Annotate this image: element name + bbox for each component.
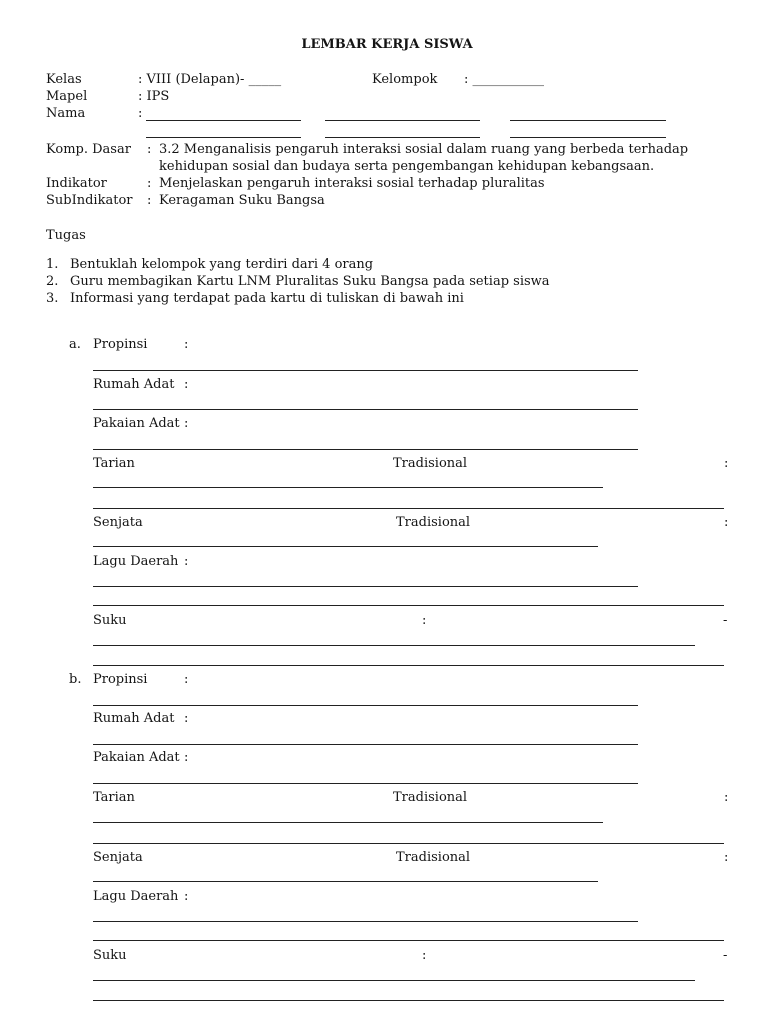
rumah-adat-field[interactable] [93, 409, 638, 410]
kelas-value[interactable]: : VIII (Delapan)- _____ [138, 72, 282, 87]
komp-dasar-label: Komp. Dasar [46, 142, 131, 157]
suku-field-1[interactable] [93, 980, 695, 981]
suku-label: Suku [93, 948, 127, 963]
senjata-field[interactable] [93, 546, 598, 547]
subindikator-value: Keragaman Suku Bangsa [159, 193, 325, 208]
propinsi-label: Propinsi [93, 337, 148, 352]
senjata-colon: : [724, 515, 729, 530]
tarian-field-2[interactable] [93, 843, 724, 844]
propinsi-label: Propinsi [93, 672, 148, 687]
lagu-daerah-colon: : [184, 554, 189, 569]
senjata-tradisional-label: Tradisional [396, 515, 471, 530]
page-title: LEMBAR KERJA SISWA [301, 37, 473, 52]
komp-dasar-line-2: kehidupan sosial dan budaya serta pengembangan kehidupan kebangsaan. [159, 159, 655, 174]
subindikator-label: SubIndikator [46, 193, 133, 208]
mapel-label: Mapel [46, 89, 88, 104]
subindikator-colon: : [147, 193, 152, 208]
indikator-colon: : [147, 176, 152, 191]
nama-field-1[interactable] [146, 120, 301, 121]
suku-colon: : [422, 948, 427, 963]
section-marker: b. [69, 672, 82, 687]
tarian-tradisional-label: Tradisional [393, 456, 468, 471]
indikator-value: Menjelaskan pengaruh interaksi sosial terhadap pluralitas [159, 176, 545, 191]
nama-field-6[interactable] [510, 137, 666, 138]
senjata-label: Senjata [93, 850, 143, 865]
tugas-item-text: Guru membagikan Kartu LNM Pluralitas Suku Bangsa pada setiap siswa [70, 274, 550, 289]
tarian-field-1[interactable] [93, 487, 603, 488]
nama-field-3[interactable] [510, 120, 666, 121]
lagu-daerah-field-1[interactable] [93, 586, 638, 587]
lagu-daerah-field-2[interactable] [93, 940, 724, 941]
nama-colon: : [138, 106, 143, 121]
propinsi-field[interactable] [93, 705, 638, 706]
senjata-label: Senjata [93, 515, 143, 530]
indikator-label: Indikator [46, 176, 107, 191]
suku-dash: - [723, 613, 728, 628]
lagu-daerah-field-2[interactable] [93, 605, 724, 606]
suku-field-1[interactable] [93, 645, 695, 646]
pakaian-adat-field[interactable] [93, 449, 638, 450]
komp-dasar-colon: : [147, 142, 152, 157]
pakaian-adat-label: Pakaian Adat [93, 750, 180, 765]
pakaian-adat-colon: : [184, 416, 189, 431]
rumah-adat-colon: : [184, 711, 189, 726]
kelompok-value[interactable]: : ___________ [464, 72, 545, 87]
kelas-label: Kelas [46, 72, 82, 87]
suku-colon: : [422, 613, 427, 628]
senjata-tradisional-label: Tradisional [396, 850, 471, 865]
tugas-item-text: Informasi yang terdapat pada kartu di tuliskan di bawah ini [70, 291, 464, 306]
tugas-item-text: Bentuklah kelompok yang terdiri dari 4 orang [70, 257, 374, 272]
suku-dash: - [723, 948, 728, 963]
propinsi-colon: : [184, 337, 189, 352]
lagu-daerah-field-1[interactable] [93, 921, 638, 922]
tarian-field-2[interactable] [93, 508, 724, 509]
lagu-daerah-colon: : [184, 889, 189, 904]
tugas-item-number: 1. [46, 257, 59, 272]
lagu-daerah-label: Lagu Daerah [93, 554, 179, 569]
senjata-colon: : [724, 850, 729, 865]
suku-label: Suku [93, 613, 127, 628]
tarian-label: Tarian [93, 456, 135, 471]
tugas-item-number: 2. [46, 274, 59, 289]
tugas-heading: Tugas [46, 228, 86, 243]
mapel-value: : IPS [138, 89, 170, 104]
kelompok-label: Kelompok [372, 72, 438, 87]
tarian-tradisional-label: Tradisional [393, 790, 468, 805]
suku-field-2[interactable] [93, 1000, 724, 1001]
nama-field-2[interactable] [325, 120, 480, 121]
tarian-field-1[interactable] [93, 822, 603, 823]
pakaian-adat-label: Pakaian Adat [93, 416, 180, 431]
suku-field-2[interactable] [93, 665, 724, 666]
senjata-field[interactable] [93, 881, 598, 882]
tarian-colon: : [724, 456, 729, 471]
section-marker: a. [69, 337, 81, 352]
nama-label: Nama [46, 106, 86, 121]
nama-field-4[interactable] [146, 137, 301, 138]
rumah-adat-label: Rumah Adat [93, 377, 175, 392]
tarian-label: Tarian [93, 790, 135, 805]
pakaian-adat-field[interactable] [93, 783, 638, 784]
nama-field-5[interactable] [325, 137, 480, 138]
komp-dasar-line-1: 3.2 Menganalisis pengaruh interaksi sosial dalam ruang yang berbeda terhadap [159, 142, 689, 157]
rumah-adat-colon: : [184, 377, 189, 392]
propinsi-colon: : [184, 672, 189, 687]
tarian-colon: : [724, 790, 729, 805]
rumah-adat-label: Rumah Adat [93, 711, 175, 726]
rumah-adat-field[interactable] [93, 744, 638, 745]
propinsi-field[interactable] [93, 370, 638, 371]
tugas-item-number: 3. [46, 291, 59, 306]
pakaian-adat-colon: : [184, 750, 189, 765]
lagu-daerah-label: Lagu Daerah [93, 889, 179, 904]
